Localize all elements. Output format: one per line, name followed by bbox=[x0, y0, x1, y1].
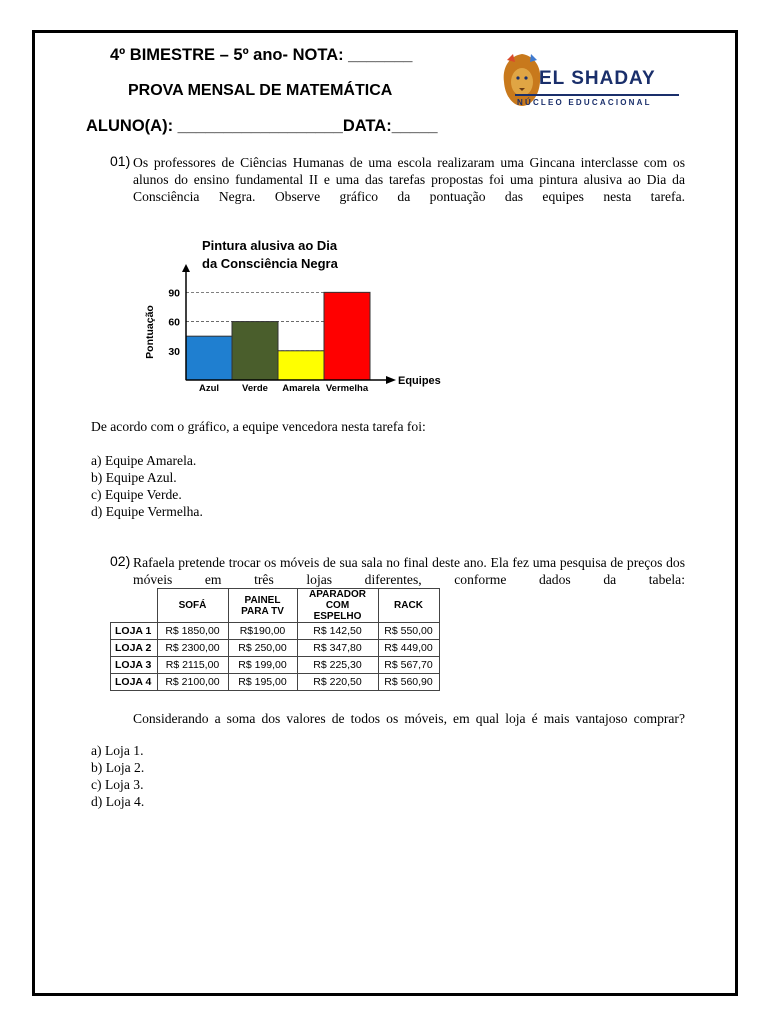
chart-y-tick-label: 30 bbox=[168, 345, 180, 358]
logo-subtitle: NÚCLEO EDUCACIONAL bbox=[517, 98, 652, 107]
table-cell: R$ 567,70 bbox=[378, 657, 439, 674]
table-row bbox=[111, 623, 440, 640]
chart-title-line1: Pintura alusiva ao Dia bbox=[202, 238, 338, 253]
q1-option-a: a) Equipe Amarela. bbox=[91, 453, 197, 468]
table-cell: R$ 560,90 bbox=[378, 674, 439, 691]
q2-option-b: b) Loja 2. bbox=[91, 760, 145, 775]
table-header-row bbox=[111, 589, 440, 623]
chart-x-tick-label: Amarela bbox=[282, 383, 320, 394]
q1-text: Os professores de Ciências Humanas de uma escola realizaram uma Gincana interclasse com os alunos do ensino fundamental II e uma das tarefas propostas foi uma pintura alusiva ao Dia da Consciência Negra. Observe gráfico da pontuação das equipes nesta tarefa. bbox=[133, 155, 685, 204]
q2-options bbox=[91, 742, 144, 810]
chart-x-arrow bbox=[386, 376, 396, 384]
table-corner bbox=[111, 589, 158, 623]
table-cell: R$ 220,50 bbox=[297, 674, 378, 691]
chart-bar bbox=[278, 351, 324, 380]
table-header-painel: PAINEL PARA TV bbox=[228, 589, 297, 623]
table-row bbox=[111, 657, 440, 674]
chart-bar bbox=[186, 336, 232, 380]
table-cell: R$ 449,00 bbox=[378, 640, 439, 657]
q1-option-b: b) Equipe Azul. bbox=[91, 470, 177, 485]
row-label: LOJA 4 bbox=[111, 674, 158, 691]
q2-text: Rafaela pretende trocar os móveis de sua sala no final deste ano. Ela fez uma pesquisa de preços dos móveis em três lojas diferentes, conforme dados da tabela: bbox=[133, 555, 685, 587]
q1-option-c: c) Equipe Verde. bbox=[91, 487, 182, 502]
chart-bar bbox=[324, 292, 370, 380]
header-bimestre-nota: 4º BIMESTRE – 5º ano- NOTA: _______ bbox=[110, 46, 413, 64]
table-cell: R$ 2300,00 bbox=[157, 640, 228, 657]
table-cell: R$190,00 bbox=[228, 623, 297, 640]
table-row bbox=[111, 674, 440, 691]
q1-question: De acordo com o gráfico, a equipe vencedora nesta tarefa foi: bbox=[91, 419, 426, 434]
chart-y-tick-label: 90 bbox=[168, 287, 180, 300]
q2-option-a: a) Loja 1. bbox=[91, 743, 144, 758]
q1-number: 01) bbox=[110, 153, 131, 169]
chart-x-tick-label: Vermelha bbox=[325, 383, 369, 394]
table-cell: R$ 199,00 bbox=[228, 657, 297, 674]
q2-option-d: d) Loja 4. bbox=[91, 794, 145, 809]
logo-rule bbox=[515, 94, 679, 96]
chart-y-tick-label: 60 bbox=[168, 316, 180, 329]
chart-x-tick-label: Azul bbox=[198, 383, 220, 394]
q2-question: Considerando a soma dos valores de todos os móveis, em qual loja é mais vantajoso comprar? bbox=[133, 711, 685, 726]
header-title: PROVA MENSAL DE MATEMÁTICA bbox=[128, 82, 393, 99]
chart-bar bbox=[232, 322, 278, 380]
table-row bbox=[111, 640, 440, 657]
table-cell: R$ 2100,00 bbox=[157, 674, 228, 691]
table-cell: R$ 2115,00 bbox=[157, 657, 228, 674]
q1-options bbox=[91, 452, 203, 520]
chart-x-tick-label: Verde bbox=[242, 383, 268, 394]
row-label: LOJA 3 bbox=[111, 657, 158, 674]
table-cell: R$ 142,50 bbox=[297, 623, 378, 640]
table-header-aparador: APARADOR COM ESPELHO bbox=[297, 589, 378, 623]
table-header-sofa: SOFÁ bbox=[157, 589, 228, 623]
chart-title-line2: da Consciência Negra bbox=[202, 256, 338, 271]
table-header-rack: RACK bbox=[378, 589, 439, 623]
table-cell: R$ 225,30 bbox=[297, 657, 378, 674]
chart-y-arrow bbox=[182, 264, 190, 272]
table-cell: R$ 250,00 bbox=[228, 640, 297, 657]
q2-option-c: c) Loja 3. bbox=[91, 777, 144, 792]
q1-option-d: d) Equipe Vermelha. bbox=[91, 504, 203, 519]
table-cell: R$ 195,00 bbox=[228, 674, 297, 691]
bar-chart bbox=[138, 232, 458, 397]
chart-x-label: Equipes bbox=[398, 375, 441, 387]
table-cell: R$ 347,80 bbox=[297, 640, 378, 657]
row-label: LOJA 2 bbox=[111, 640, 158, 657]
school-logo bbox=[497, 50, 687, 112]
header-aluno-data: ALUNO(A): __________________DATA:_____ bbox=[86, 117, 438, 135]
row-label: LOJA 1 bbox=[111, 623, 158, 640]
q2-number: 02) bbox=[110, 553, 131, 569]
table-cell: R$ 550,00 bbox=[378, 623, 439, 640]
price-table bbox=[110, 588, 440, 691]
table-cell: R$ 1850,00 bbox=[157, 623, 228, 640]
chart-y-label: Pontuação bbox=[144, 305, 156, 359]
logo-name: EL SHADAY bbox=[539, 68, 656, 89]
